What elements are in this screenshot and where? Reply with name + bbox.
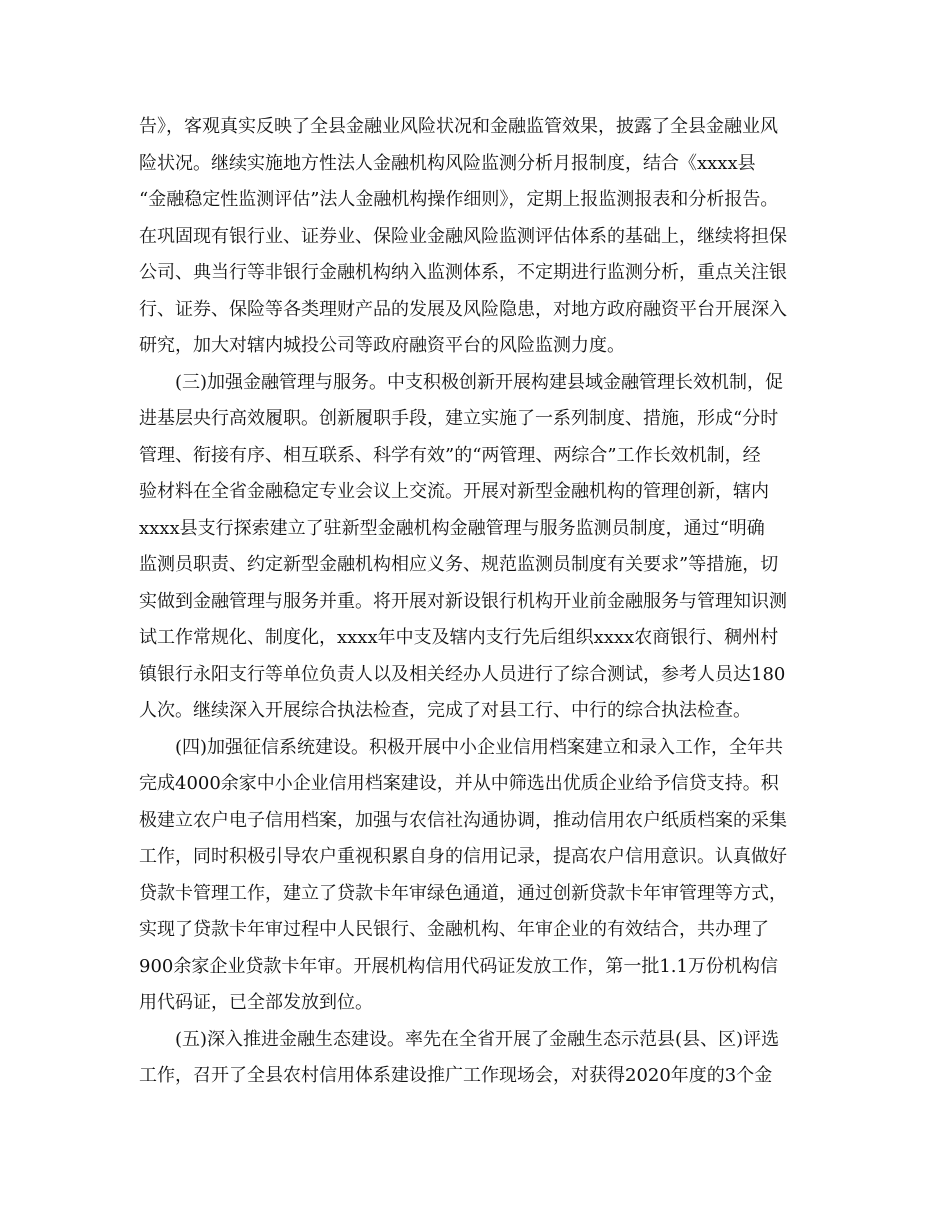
- text-line: 工作，同时积极引导农户重视积累自身的信用记录，提高农户信用意识。认真做好: [139, 846, 787, 867]
- text-line: 进基层央行高效履职。创新履职手段，建立实施了一系列制度、措施，形成“分时: [139, 408, 779, 429]
- text-line: 告》，客观真实反映了全县金融业风险状况和金融监管效果，披露了全县金融业风: [139, 116, 778, 137]
- text-line: 900余家企业贷款卡年审。开展机构信用代码证发放工作，第一批1.1万份机构信: [139, 955, 778, 977]
- text-line: 用代码证，已全部发放到位。: [139, 992, 373, 1013]
- paragraph-5-start: (五)深入推进金融生态建设。率先在全省开展了金融生态示范县(县、区)评选: [175, 1028, 780, 1050]
- text-line: 贷款卡管理工作，建立了贷款卡年审绿色通道，通过创新贷款卡年审管理等方式，: [139, 882, 787, 904]
- text-line: 公司、典当行等非银行金融机构纳入监测体系，不定期进行监测分析，重点关注银: [139, 262, 787, 283]
- text-line: 实做到金融管理与服务并重。将开展对新设银行机构开业前金融服务与管理知识测: [139, 590, 787, 612]
- text-line: 实现了贷款卡年审过程中人民银行、金融机构、年审企业的有效结合，共办理了: [139, 919, 769, 940]
- text-line: 在巩固现有银行业、证券业、保险业金融风险监测评估体系的基础上，继续将担保: [139, 225, 787, 247]
- text-line: 工作，召开了全县农村信用体系建设推广工作现场会，对获得2020年度的3个金: [139, 1065, 773, 1086]
- text-line: 险状况。继续实施地方性法人金融机构风险监测分析月报制度，结合《xxxx县: [139, 152, 756, 174]
- text-line: 完成4000余家中小企业信用档案建设，并从中筛选出优质企业给予信贷支持。积: [139, 773, 779, 794]
- text-line: “金融稳定性监测评估”法人金融机构操作细则》，定期上报监测报表和分析报告。: [139, 189, 779, 210]
- body-text: [139, 109, 829, 1095]
- text-line: 研究，加大对辖内城投公司等政府融资平台的风险监测力度。: [139, 335, 625, 356]
- text-line: xxxx县支行探索建立了驻新型金融机构金融管理与服务监测员制度，通过“明确: [139, 517, 765, 539]
- text-line: 试工作常规化、制度化，xxxx年中支及辖内支行先后组织xxxx农商银行、稠州村: [139, 627, 779, 648]
- text-line: 人次。继续深入开展综合执法检查，完成了对县工行、中行的综合执法检查。: [139, 700, 751, 721]
- paragraph-4-start: (四)加强征信系统建设。积极开展中小企业信用档案建立和录入工作，全年共: [175, 736, 784, 758]
- text-line: 极建立农户电子信用档案，加强与农信社沟通协调，推动信用农户纸质档案的采集: [139, 809, 787, 831]
- paragraph-3-start: (三)加强金融管理与服务。中支积极创新开展构建县域金融管理长效机制，促: [175, 371, 784, 393]
- text-line: 管理、衔接有序、相互联系、科学有效”的“两管理、两综合”工作长效机制，经: [139, 444, 761, 466]
- text-line: 监测员职责、约定新型金融机构相应义务、规范监测员制度有关要求”等措施，切: [139, 554, 779, 575]
- text-line: 镇银行永阳支行等单位负责人以及相关经办人员进行了综合测试，参考人员达180: [139, 663, 786, 685]
- text-line: 行、证券、保险等各类理财产品的发展及风险隐患，对地方政府融资平台开展深入: [139, 298, 787, 320]
- text-line: 验材料在全省金融稳定专业会议上交流。开展对新型金融机构的管理创新，辖内: [139, 481, 769, 502]
